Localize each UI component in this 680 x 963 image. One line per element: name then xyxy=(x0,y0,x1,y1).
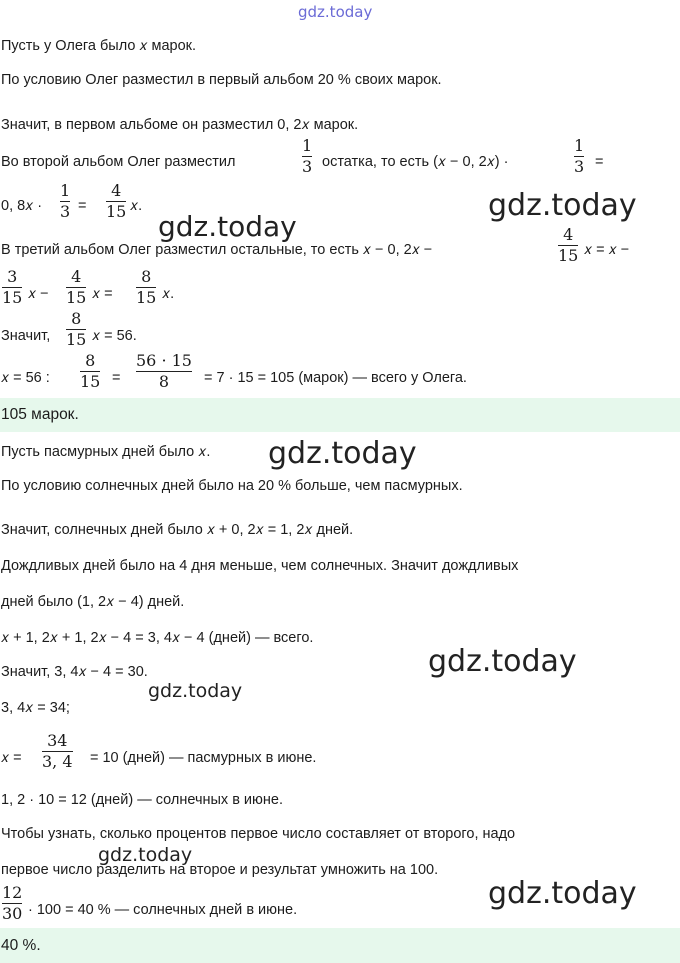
text-line: 𝑥. xyxy=(162,286,175,302)
fraction: 3 15 xyxy=(2,267,23,307)
text-line: В третий альбом Олег разместил остальные, то есть 𝑥 − 0, 2𝑥 − xyxy=(1,242,433,258)
text-line: остатка, то есть (𝑥 − 0, 2𝑥) · xyxy=(322,154,509,170)
answer-text: 40 %. xyxy=(1,937,41,954)
text-line: = 10 (дней) — пасмурных в июне. xyxy=(90,750,317,766)
text-line: 0, 8𝑥 · xyxy=(1,198,43,214)
watermark: gdz.today xyxy=(428,644,577,679)
text-line: = xyxy=(78,198,87,214)
fraction: 34 3, 4 xyxy=(42,731,73,771)
text-line: дней было (1, 2𝑥 − 4) дней. xyxy=(1,594,185,610)
fraction: 8 15 xyxy=(80,351,101,391)
fraction: 8 15 xyxy=(66,309,87,349)
text-line: 𝑥 = xyxy=(92,286,113,302)
watermark-top: gdz.today xyxy=(298,3,373,21)
text-line: Чтобы узнать, сколько процентов первое число составляет от второго, надо xyxy=(1,826,516,842)
text-line: Значит, солнечных дней было 𝑥 + 0, 2𝑥 = 1, 2𝑥 дней. xyxy=(1,522,354,538)
fraction: 4 15 xyxy=(558,225,579,265)
text-line: = xyxy=(595,154,604,170)
text-line: Значит, xyxy=(1,328,51,344)
fraction: 4 15 xyxy=(66,267,87,307)
text-line: Во второй альбом Олег разместил xyxy=(1,154,236,170)
watermark: gdz.today xyxy=(488,876,637,911)
text-line: 3, 4𝑥 = 34; xyxy=(1,700,70,716)
text-line: 𝑥 − xyxy=(28,286,49,302)
fraction: 56 · 15 8 xyxy=(136,351,192,391)
fraction: 1 3 xyxy=(574,136,585,176)
fraction: 4 15 xyxy=(106,181,127,221)
watermark: gdz.today xyxy=(98,844,193,866)
text-line: Пусть у Олега было 𝑥 марок. xyxy=(1,38,197,54)
watermark: gdz.today xyxy=(488,188,637,223)
text-line: Пусть пасмурных дней было 𝑥. xyxy=(1,444,211,460)
fraction: 8 15 xyxy=(136,267,157,307)
text-line: первое число разделить на второе и результат умножить на 100. xyxy=(1,862,439,878)
text-line: 𝑥 = 𝑥 − xyxy=(584,242,630,258)
answer-band xyxy=(0,928,680,963)
fraction: 1 3 xyxy=(60,181,71,221)
text-line: 𝑥 = 56 : xyxy=(1,370,50,386)
answer-text: 105 марок. xyxy=(1,406,79,423)
text-line: 1, 2 · 10 = 12 (дней) — солнечных в июне. xyxy=(1,792,284,808)
watermark: gdz.today xyxy=(158,210,297,243)
fraction: 1 3 xyxy=(302,136,313,176)
text-line: = xyxy=(112,370,121,386)
watermark: gdz.today xyxy=(148,680,243,702)
watermark: gdz.today xyxy=(268,436,417,471)
fraction: 12 30 xyxy=(2,883,23,923)
text-line: Дождливых дней было на 4 дня меньше, чем солнечных. Значит дождливых xyxy=(1,558,519,574)
text-line: = 7 · 15 = 105 (марок) — всего у Олега. xyxy=(204,370,467,386)
text-line: 𝑥. xyxy=(130,198,143,214)
text-line: Значит, в первом альбоме он разместил 0, 2𝑥 марок. xyxy=(1,117,359,133)
answer-band xyxy=(0,398,680,432)
text-line: · 100 = 40 % — солнечных дней в июне. xyxy=(28,902,298,918)
text-line: По условию Олег разместил в первый альбом 20 % своих марок. xyxy=(1,72,442,88)
text-line: 𝑥 = 56. xyxy=(92,328,137,344)
text-line: 𝑥 = xyxy=(1,750,22,766)
text-line: Значит, 3, 4𝑥 − 4 = 30. xyxy=(1,664,148,680)
text-line: По условию солнечных дней было на 20 % больше, чем пасмурных. xyxy=(1,478,463,494)
text-line: 𝑥 + 1, 2𝑥 + 1, 2𝑥 − 4 = 3, 4𝑥 − 4 (дней) — всего. xyxy=(1,630,314,646)
